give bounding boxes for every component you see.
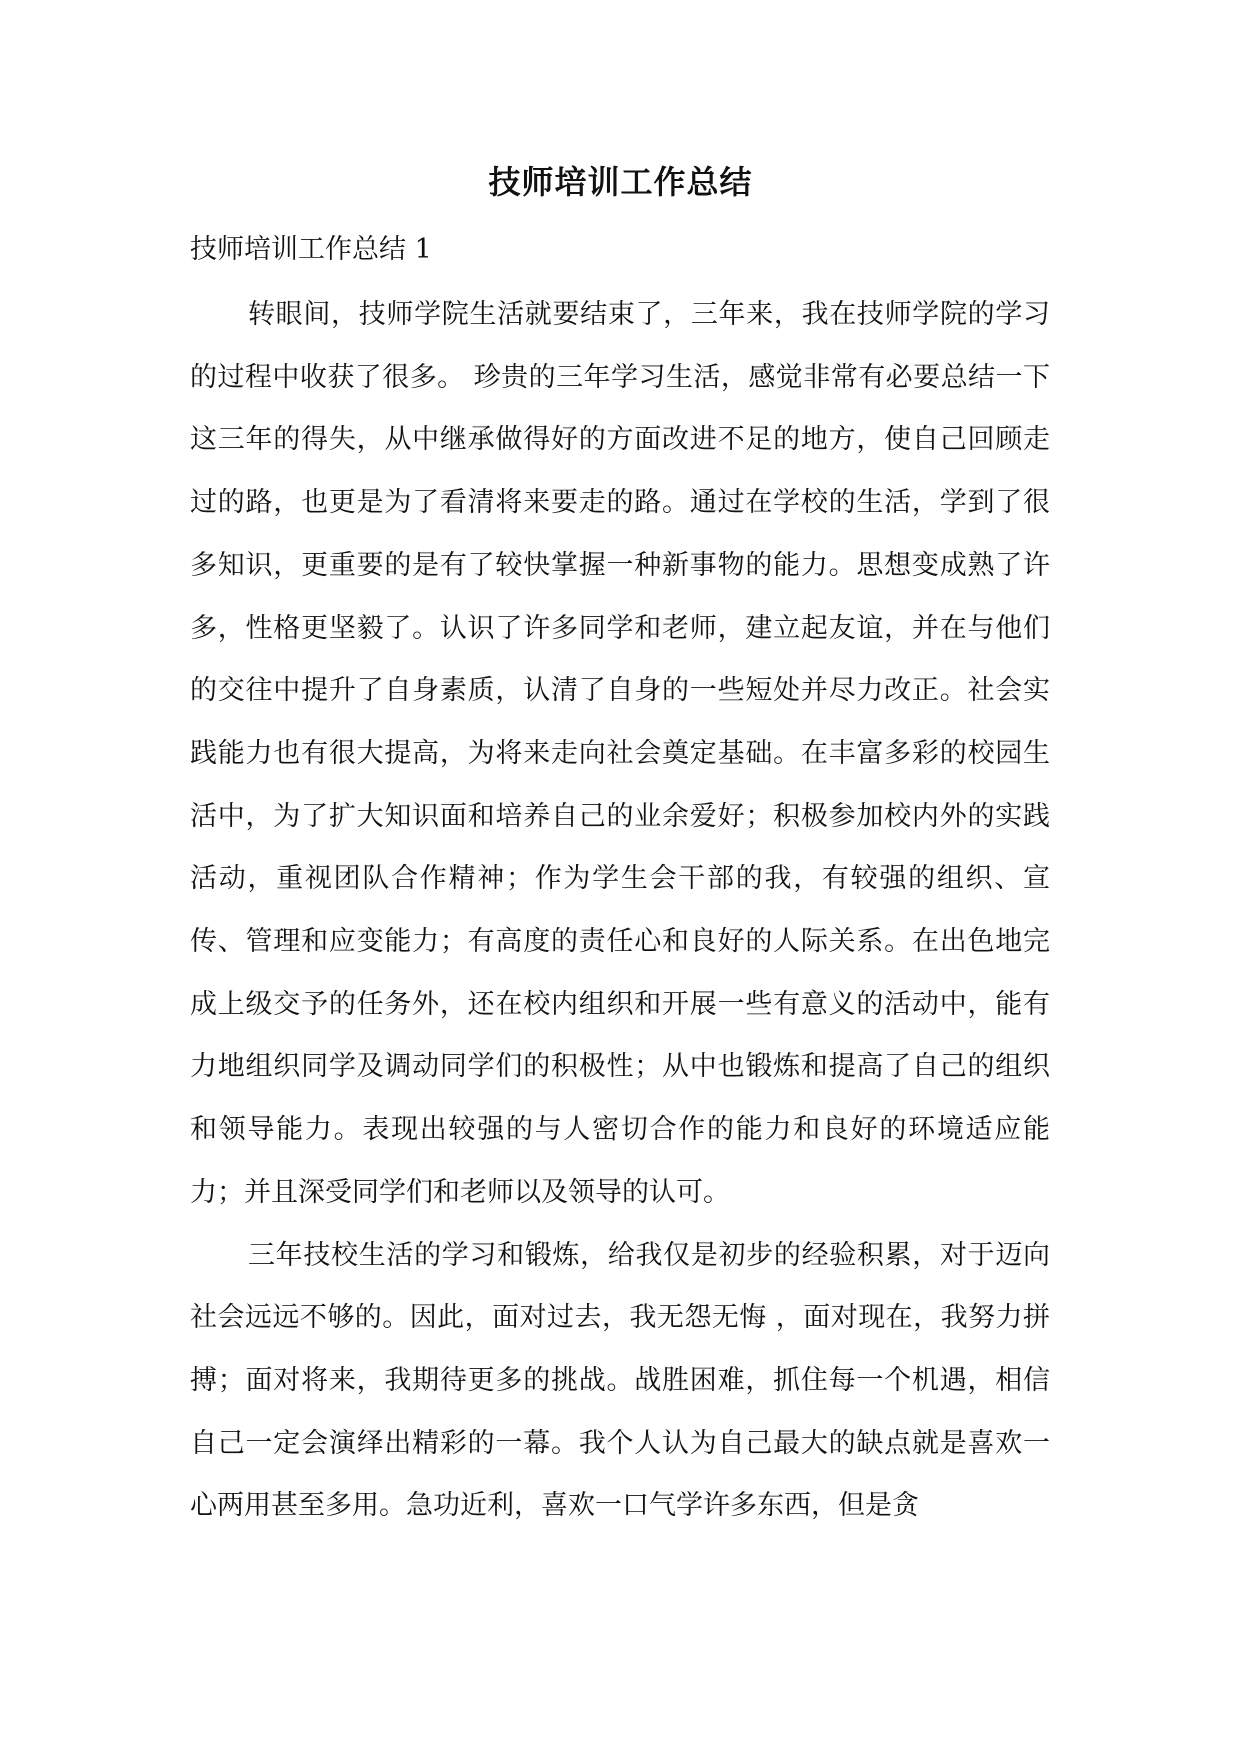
body-paragraph-2: 三年技校生活的学习和锻炼，给我仅是初步的经验积累，对于迈向社会远远不够的。因此，面对过去，我无怨无悔 ，面对现在，我努力拼搏；面对将来，我期待更多的挑战。战胜困难，抓住每一个机遇，相信自己一定会演绎出精彩的一幕。我个人认为自己最大的缺点就是喜欢一心两用甚至多用。急功近利，喜欢一口气学许多东西，但是贪 <box>190 1239 1050 1522</box>
document-title: 技师培训工作总结 <box>488 163 753 201</box>
document-body <box>190 284 1050 1538</box>
body-paragraph-1: 转眼间，技师学院生活就要结束了，三年来，我在技师学院的学习的过程中收获了很多。 珍贵的三年学习生活，感觉非常有必要总结一下这三年的得失，从中继承做得好的方面改进不足的地方，使自己回顾走过的路，也更是为了看清将来要走的路。通过在学校的生活，学到了很多知识，更重要的是有了较快掌握一种新事物的能力。思想变成熟了许多，性格更坚毅了。认识了许多同学和老师，建立起友谊，并在与他们的交往中提升了自身素质，认清了自身的一些短处并尽力改正。社会实践能力也有很大提高，为将来走向社会奠定基础。在丰富多彩的校园生活中，为了扩大知识面和培养自己的业余爱好；积极参加校内外的实践活动，重视团队合作精神；作为学生会干部的我，有较强的组织、宣传、管理和应变能力；有高度的责任心和良好的人际关系。在出色地完成上级交予的任务外，还在校内组织和开展一些有意义的活动中，能有力地组织同学及调动同学们的积极性；从中也锻炼和提高了自己的组织和领导能力。表现出较强的与人密切合作的能力和良好的环境适应能力；并且深受同学们和老师以及领导的认可。 <box>190 299 1050 1208</box>
section-heading: 技师培训工作总结 1 <box>190 234 432 265</box>
